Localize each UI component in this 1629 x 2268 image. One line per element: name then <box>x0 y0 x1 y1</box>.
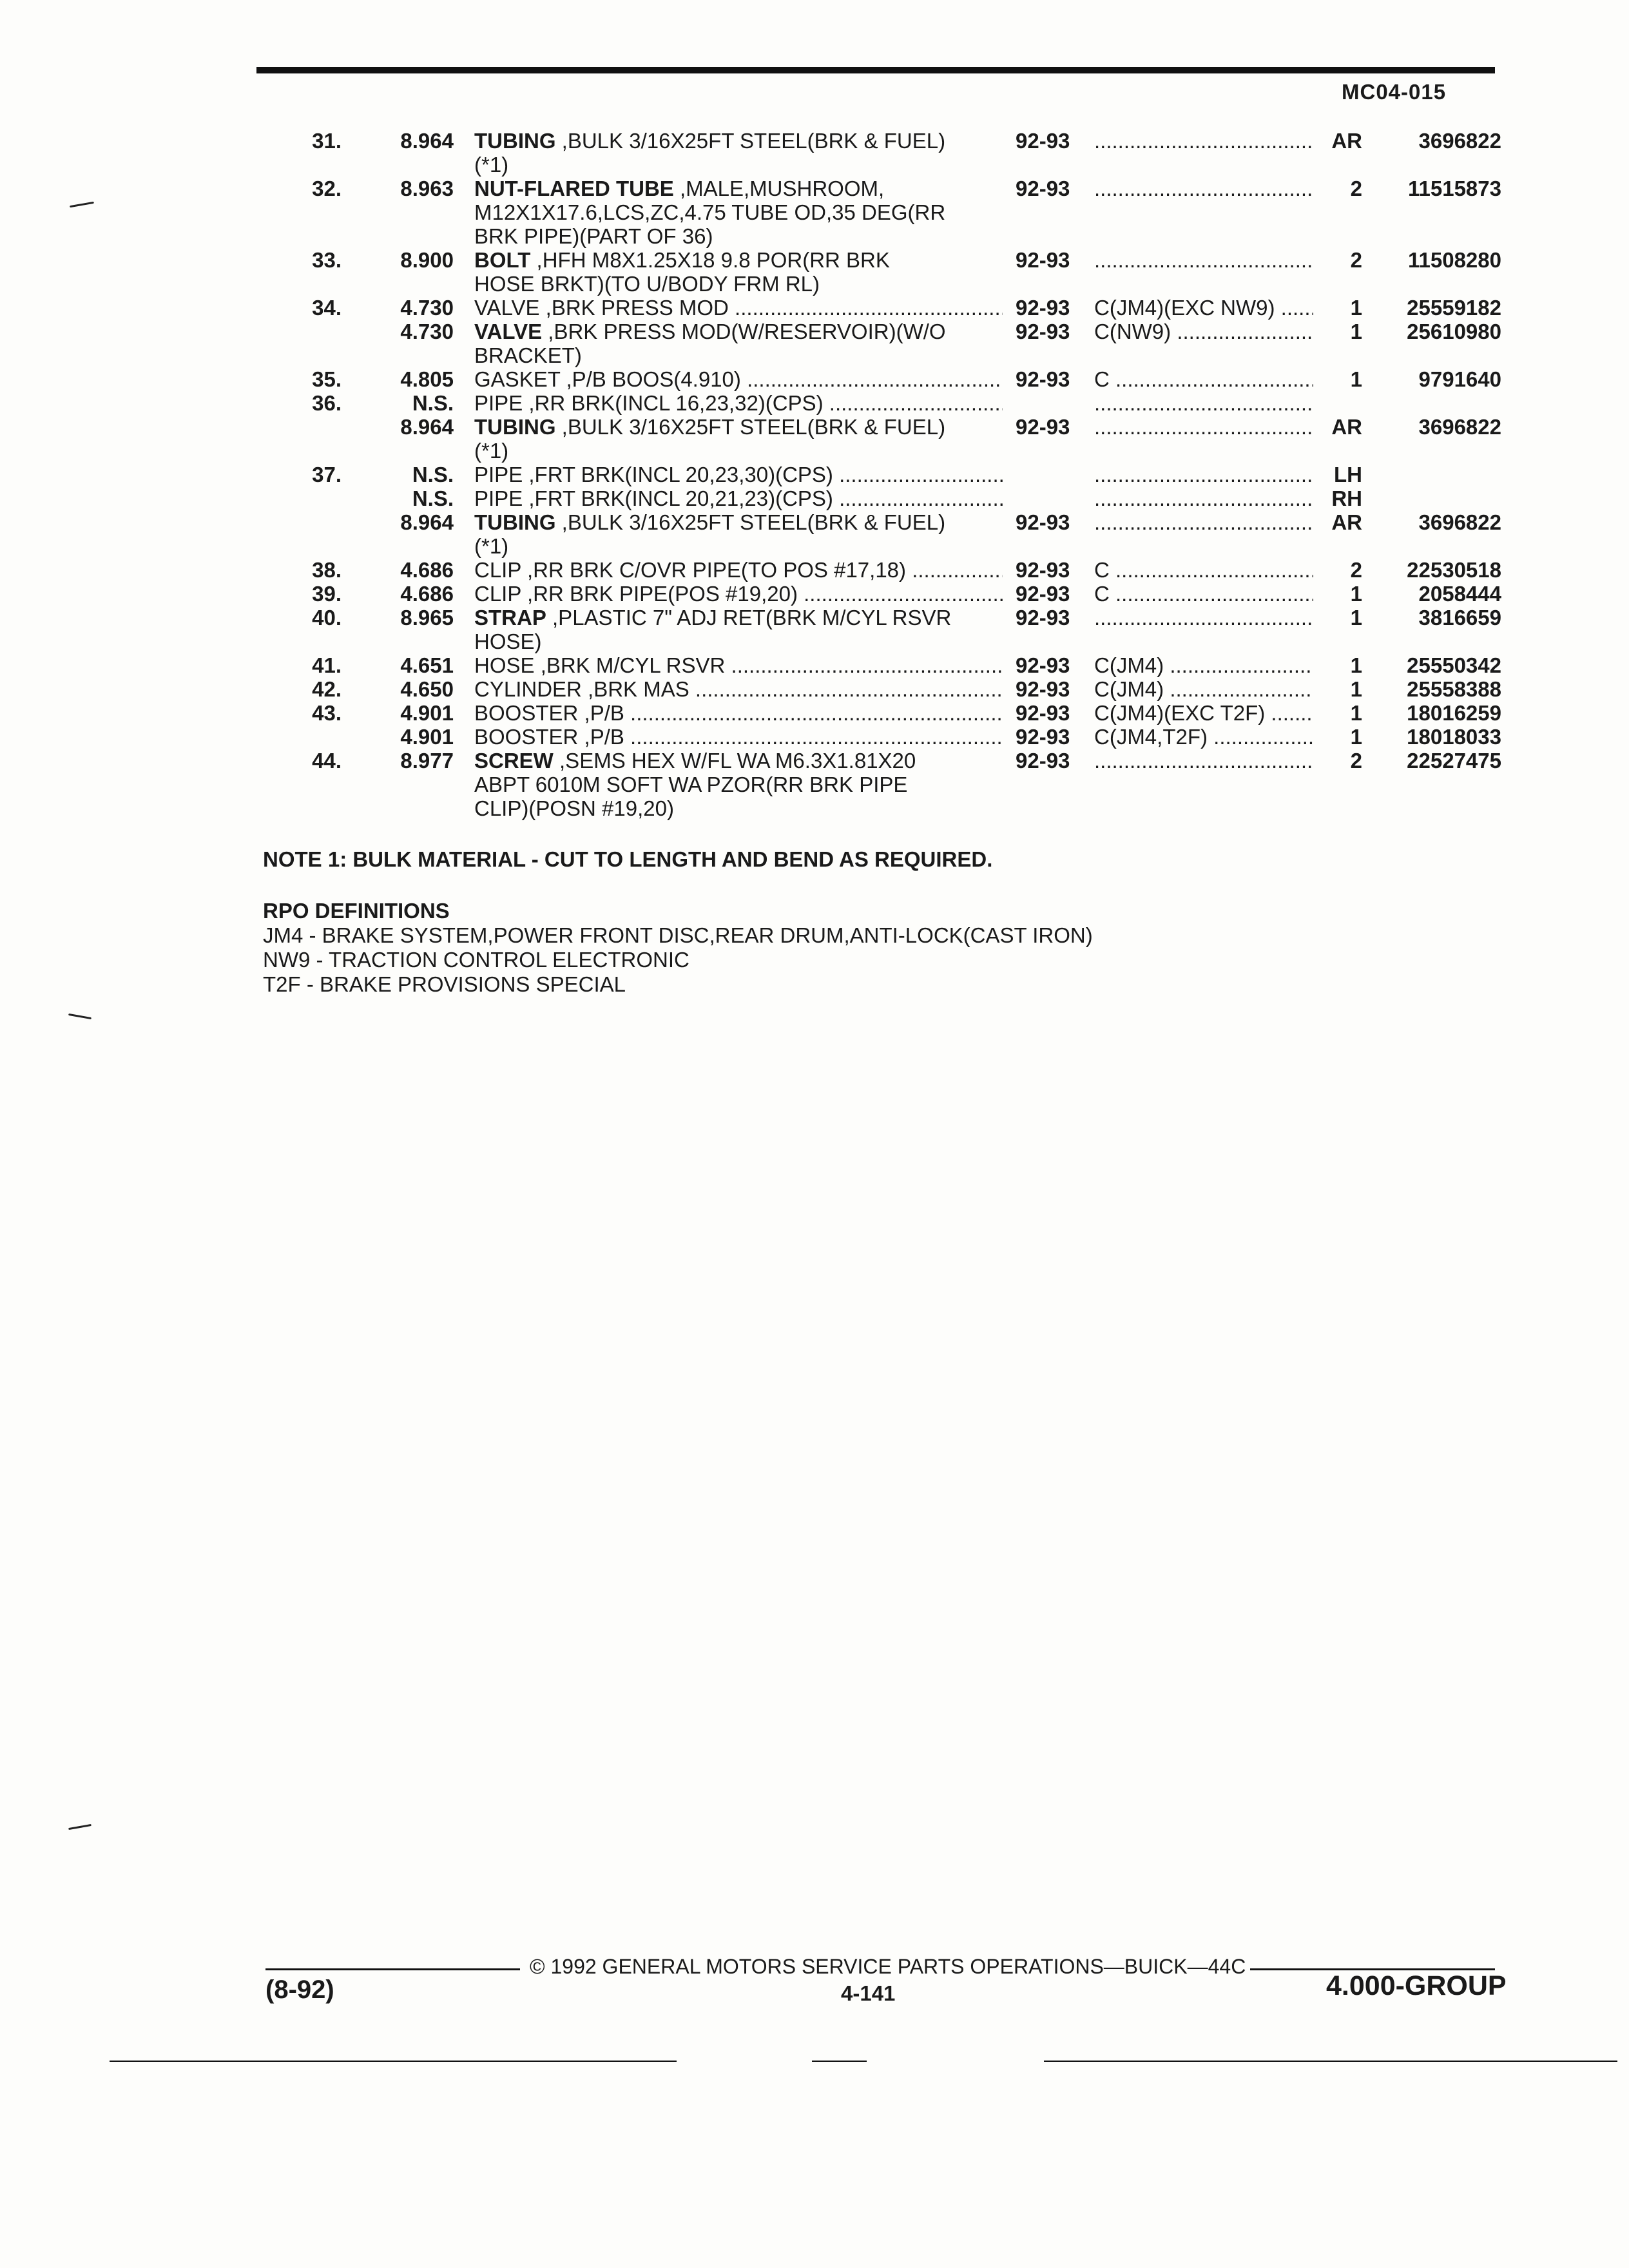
illustration-number: 8.977 <box>400 749 454 773</box>
part-description <box>474 582 1003 606</box>
bulk-material-note: NOTE 1: BULK MATERIAL - CUT TO LENGTH AND BEND AS REQUIRED. <box>263 847 993 871</box>
part-detail: ,SEMS HEX W/FL WA M6.3X1.81X20 <box>553 749 916 773</box>
quantity: RH <box>1331 486 1362 510</box>
part-name: VALVE <box>474 296 540 320</box>
usage-rpo <box>1094 367 1313 391</box>
position-number: 36. <box>312 391 342 415</box>
footer-page-number: 4-141 <box>841 1981 896 2005</box>
rpo-definition-nw9: NW9 - TRACTION CONTROL ELECTRONIC <box>263 948 689 972</box>
quantity: AR <box>1331 510 1362 534</box>
parts-entry <box>258 582 1501 606</box>
part-name: BOOSTER <box>474 701 579 725</box>
part-description <box>474 773 1251 796</box>
parts-entry <box>258 248 1501 296</box>
parts-line <box>258 415 1501 439</box>
illustration-number: 4.651 <box>400 653 454 677</box>
part-description <box>474 725 1003 749</box>
parts-line <box>258 248 1501 272</box>
quantity: AR <box>1331 129 1362 153</box>
usage-rpo-text: C <box>1094 582 1110 606</box>
model-years: 92-93 <box>1016 749 1070 773</box>
part-number: 25550342 <box>1407 653 1501 677</box>
position-number: 34. <box>312 296 342 320</box>
parts-entry <box>258 367 1501 391</box>
part-detail: ,BRK PRESS MOD(W/RESERVOIR)(W/O <box>542 320 946 343</box>
part-name: BOOSTER <box>474 725 579 749</box>
rpo-definitions-title: RPO DEFINITIONS <box>263 899 450 923</box>
part-description <box>474 701 1003 725</box>
part-number: 9791640 <box>1418 367 1501 391</box>
part-description <box>474 224 1251 248</box>
quantity: 1 <box>1350 677 1362 701</box>
usage-rpo-text: C(NW9) <box>1094 320 1171 343</box>
part-detail: ,MALE,MUSHROOM, <box>673 177 885 200</box>
part-detail: ,BRK MAS ..... <box>582 677 1003 701</box>
quantity: LH <box>1334 463 1362 486</box>
part-description <box>474 272 1251 296</box>
rpo-definition-jm4: JM4 - BRAKE SYSTEM,POWER FRONT DISC,REAR DRUM,ANTI-LOCK(CAST IRON) <box>263 923 1093 947</box>
parts-line <box>258 701 1501 725</box>
position-number: 39. <box>312 582 342 606</box>
illustration-number: N.S. <box>412 486 454 510</box>
position-number: 35. <box>312 367 342 391</box>
part-detail: ,FRT BRK(INCL 20,23,30)(CPS) ..... <box>523 463 1003 486</box>
part-detail: ,BULK 3/16X25FT STEEL(BRK & FUEL) <box>555 510 946 534</box>
usage-rpo <box>1094 558 1313 582</box>
parts-entry <box>258 463 1501 558</box>
parts-entry <box>258 558 1501 582</box>
parts-line <box>258 606 1501 629</box>
parts-entry <box>258 129 1501 177</box>
part-description <box>474 677 1003 701</box>
document-code: MC04-015 <box>1342 80 1447 104</box>
part-number: 22527475 <box>1407 749 1501 773</box>
part-detail: ,BRK M/CYL RSVR ..... <box>535 653 1003 677</box>
parts-line <box>258 796 1501 820</box>
bottom-rule-left <box>110 2061 677 2062</box>
quantity: 2 <box>1350 749 1362 773</box>
parts-entry <box>258 677 1501 701</box>
quantity: 1 <box>1350 367 1362 391</box>
part-description <box>474 367 1003 391</box>
parts-entry <box>258 391 1501 463</box>
parts-entry <box>258 749 1501 820</box>
part-name: GASKET <box>474 367 561 391</box>
usage-rpo-text: C(JM4,T2F) <box>1094 725 1208 749</box>
illustration-number: 8.964 <box>400 129 454 153</box>
illustration-number: 4.686 <box>400 582 454 606</box>
usage-rpo <box>1094 391 1313 415</box>
part-number: 25610980 <box>1407 320 1501 343</box>
part-name: TUBING <box>474 129 556 153</box>
footer-rule-left <box>265 1968 520 1970</box>
part-detail: ,RR BRK(INCL 16,23,32)(CPS) ..... <box>523 391 1003 415</box>
parts-line <box>258 129 1501 153</box>
quantity: AR <box>1331 415 1362 439</box>
parts-list <box>258 129 1501 820</box>
part-detail: ,PLASTIC 7" ADJ RET(BRK M/CYL RSVR <box>546 606 952 629</box>
model-years: 92-93 <box>1016 677 1070 701</box>
part-detail: M12X1X17.6,LCS,ZC,4.75 TUBE OD,35 DEG(RR <box>474 200 946 224</box>
usage-rpo-text: C <box>1094 558 1110 582</box>
part-description <box>474 200 1251 224</box>
model-years: 92-93 <box>1016 606 1070 629</box>
parts-line <box>258 391 1501 415</box>
part-detail: ,P/B ..... <box>578 701 1003 725</box>
part-detail: (*1) <box>474 153 509 177</box>
part-detail: CLIP)(POSN #19,20) <box>474 796 674 820</box>
part-number: 3696822 <box>1418 129 1501 153</box>
part-name: PIPE <box>474 463 523 486</box>
binder-hole-mark <box>68 1824 92 1830</box>
parts-line <box>258 367 1501 391</box>
part-detail: BRK PIPE)(PART OF 36) <box>474 224 713 248</box>
part-number: 3696822 <box>1418 510 1501 534</box>
bottom-rule-right <box>1044 2061 1617 2062</box>
part-detail: ,P/B BOOS(4.910) ..... <box>560 367 1003 391</box>
parts-line <box>258 153 1501 177</box>
model-years: 92-93 <box>1016 296 1070 320</box>
part-detail: ,BULK 3/16X25FT STEEL(BRK & FUEL) <box>555 415 946 439</box>
quantity: 1 <box>1350 653 1362 677</box>
part-description <box>474 296 1003 320</box>
part-detail: ,RR BRK C/OVR PIPE(TO POS #17,18) ..... <box>521 558 1003 582</box>
illustration-number: 8.900 <box>400 248 454 272</box>
part-detail: (*1) <box>474 534 509 558</box>
usage-rpo <box>1094 606 1313 629</box>
usage-rpo <box>1094 296 1313 320</box>
footer-group: 4.000-GROUP <box>1326 1970 1507 2001</box>
usage-rpo <box>1094 582 1313 606</box>
usage-rpo <box>1094 510 1313 534</box>
part-description <box>474 558 1003 582</box>
part-name: CLIP <box>474 558 521 582</box>
parts-line <box>258 272 1501 296</box>
bottom-rule-mid <box>812 2061 867 2062</box>
quantity: 1 <box>1350 320 1362 343</box>
parts-line <box>258 200 1501 224</box>
parts-line <box>258 749 1501 773</box>
illustration-number: 8.963 <box>400 177 454 200</box>
position-number: 42. <box>312 677 342 701</box>
quantity: 1 <box>1350 725 1362 749</box>
part-detail: ,FRT BRK(INCL 20,21,23)(CPS) ..... <box>523 486 1003 510</box>
illustration-number: N.S. <box>412 391 454 415</box>
part-detail: ,HFH M8X1.25X18 9.8 POR(RR BRK <box>530 248 890 272</box>
usage-rpo <box>1094 415 1313 439</box>
top-rule <box>256 67 1495 73</box>
part-detail: ,BRK PRESS MOD ..... <box>540 296 1003 320</box>
part-description <box>474 391 1003 415</box>
usage-rpo <box>1094 749 1313 773</box>
illustration-number: 4.686 <box>400 558 454 582</box>
part-description <box>474 486 1003 510</box>
parts-entry <box>258 177 1501 248</box>
illustration-number: 4.901 <box>400 725 454 749</box>
part-description <box>474 534 1251 558</box>
part-description <box>474 629 1251 653</box>
usage-rpo <box>1094 177 1313 200</box>
position-number: 43. <box>312 701 342 725</box>
usage-rpo <box>1094 701 1313 725</box>
part-detail: HOSE) <box>474 629 542 653</box>
part-description <box>474 153 1251 177</box>
model-years: 92-93 <box>1016 582 1070 606</box>
part-number: 3816659 <box>1418 606 1501 629</box>
part-name: PIPE <box>474 486 523 510</box>
model-years: 92-93 <box>1016 320 1070 343</box>
part-name: NUT-FLARED TUBE <box>474 177 674 200</box>
parts-line <box>258 486 1501 510</box>
model-years: 92-93 <box>1016 510 1070 534</box>
usage-rpo-text: C(JM4) <box>1094 677 1164 701</box>
position-number: 40. <box>312 606 342 629</box>
usage-rpo <box>1094 653 1313 677</box>
illustration-number: 8.964 <box>400 510 454 534</box>
quantity: 2 <box>1350 248 1362 272</box>
usage-rpo <box>1094 486 1313 510</box>
parts-line <box>258 558 1501 582</box>
parts-entry <box>258 701 1501 749</box>
quantity: 2 <box>1350 177 1362 200</box>
position-number: 41. <box>312 653 342 677</box>
part-name: TUBING <box>474 415 556 439</box>
parts-line <box>258 582 1501 606</box>
quantity: 1 <box>1350 296 1362 320</box>
position-number: 37. <box>312 463 342 486</box>
illustration-number: 4.730 <box>400 296 454 320</box>
illustration-number: 4.730 <box>400 320 454 343</box>
part-name: HOSE <box>474 653 535 677</box>
part-name: VALVE <box>474 320 543 343</box>
usage-rpo-text: C(JM4) <box>1094 653 1164 677</box>
position-number: 31. <box>312 129 342 153</box>
quantity: 1 <box>1350 606 1362 629</box>
parts-line <box>258 439 1501 463</box>
usage-rpo <box>1094 463 1313 486</box>
position-number: 44. <box>312 749 342 773</box>
part-detail: BRACKET) <box>474 343 582 367</box>
part-name: PIPE <box>474 391 523 415</box>
part-description <box>474 463 1003 486</box>
model-years: 92-93 <box>1016 558 1070 582</box>
model-years: 92-93 <box>1016 415 1070 439</box>
part-name: BOLT <box>474 248 531 272</box>
usage-rpo <box>1094 248 1313 272</box>
illustration-number: 4.805 <box>400 367 454 391</box>
illustration-number: 8.964 <box>400 415 454 439</box>
binder-hole-mark <box>68 1014 92 1019</box>
part-description <box>474 653 1003 677</box>
illustration-number: 8.965 <box>400 606 454 629</box>
model-years: 92-93 <box>1016 248 1070 272</box>
usage-rpo-text: C(JM4)(EXC T2F) <box>1094 701 1266 725</box>
parts-line <box>258 629 1501 653</box>
footer-date: (8-92) <box>265 1975 334 2004</box>
part-number: 3696822 <box>1418 415 1501 439</box>
parts-line <box>258 725 1501 749</box>
position-number: 32. <box>312 177 342 200</box>
parts-line <box>258 463 1501 486</box>
model-years: 92-93 <box>1016 367 1070 391</box>
part-detail: ABPT 6010M SOFT WA PZOR(RR BRK PIPE <box>474 773 908 796</box>
parts-line <box>258 224 1501 248</box>
part-description <box>474 343 1251 367</box>
parts-line <box>258 177 1501 200</box>
usage-rpo <box>1094 320 1313 343</box>
usage-rpo <box>1094 725 1313 749</box>
part-detail: (*1) <box>474 439 509 463</box>
part-number: 25558388 <box>1407 677 1501 701</box>
part-number: 18018033 <box>1407 725 1501 749</box>
parts-line <box>258 510 1501 534</box>
model-years: 92-93 <box>1016 129 1070 153</box>
part-name: TUBING <box>474 510 556 534</box>
part-number: 11515873 <box>1407 177 1501 200</box>
part-name: CLIP <box>474 582 521 606</box>
part-name: CYLINDER <box>474 677 582 701</box>
part-number: 18016259 <box>1407 701 1501 725</box>
part-description <box>474 439 1251 463</box>
usage-rpo <box>1094 129 1313 153</box>
part-number: 22530518 <box>1407 558 1501 582</box>
parts-entry <box>258 653 1501 677</box>
parts-line <box>258 653 1501 677</box>
parts-entry <box>258 296 1501 367</box>
usage-rpo-text: C(JM4)(EXC NW9) <box>1094 296 1275 320</box>
parts-line <box>258 343 1501 367</box>
part-detail: HOSE BRKT)(TO U/BODY FRM RL) <box>474 272 820 296</box>
parts-entry <box>258 606 1501 653</box>
parts-line <box>258 773 1501 796</box>
parts-line <box>258 677 1501 701</box>
part-name: STRAP <box>474 606 546 629</box>
usage-rpo <box>1094 677 1313 701</box>
illustration-number: 4.650 <box>400 677 454 701</box>
position-number: 38. <box>312 558 342 582</box>
part-number: 2058444 <box>1418 582 1501 606</box>
part-number: 11508280 <box>1407 248 1501 272</box>
part-detail: ,RR BRK PIPE(POS #19,20) ..... <box>521 582 1003 606</box>
model-years: 92-93 <box>1016 701 1070 725</box>
binder-hole-mark <box>70 202 94 208</box>
quantity: 1 <box>1350 701 1362 725</box>
part-detail: ,P/B ..... <box>578 725 1003 749</box>
model-years: 92-93 <box>1016 653 1070 677</box>
part-number: 25559182 <box>1407 296 1501 320</box>
illustration-number: N.S. <box>412 463 454 486</box>
usage-rpo-text: C <box>1094 367 1110 391</box>
rpo-definitions <box>263 899 1093 997</box>
quantity: 2 <box>1350 558 1362 582</box>
rpo-definition-t2f: T2F - BRAKE PROVISIONS SPECIAL <box>263 972 626 996</box>
illustration-number: 4.901 <box>400 701 454 725</box>
parts-line <box>258 320 1501 343</box>
parts-line <box>258 534 1501 558</box>
model-years: 92-93 <box>1016 177 1070 200</box>
footer-copyright: © 1992 GENERAL MOTORS SERVICE PARTS OPERATIONS—BUICK—44C <box>530 1955 1246 1978</box>
position-number: 33. <box>312 248 342 272</box>
quantity: 1 <box>1350 582 1362 606</box>
model-years: 92-93 <box>1016 725 1070 749</box>
part-name: SCREW <box>474 749 554 773</box>
parts-line <box>258 296 1501 320</box>
part-description <box>474 796 1251 820</box>
part-detail: ,BULK 3/16X25FT STEEL(BRK & FUEL) <box>555 129 946 153</box>
